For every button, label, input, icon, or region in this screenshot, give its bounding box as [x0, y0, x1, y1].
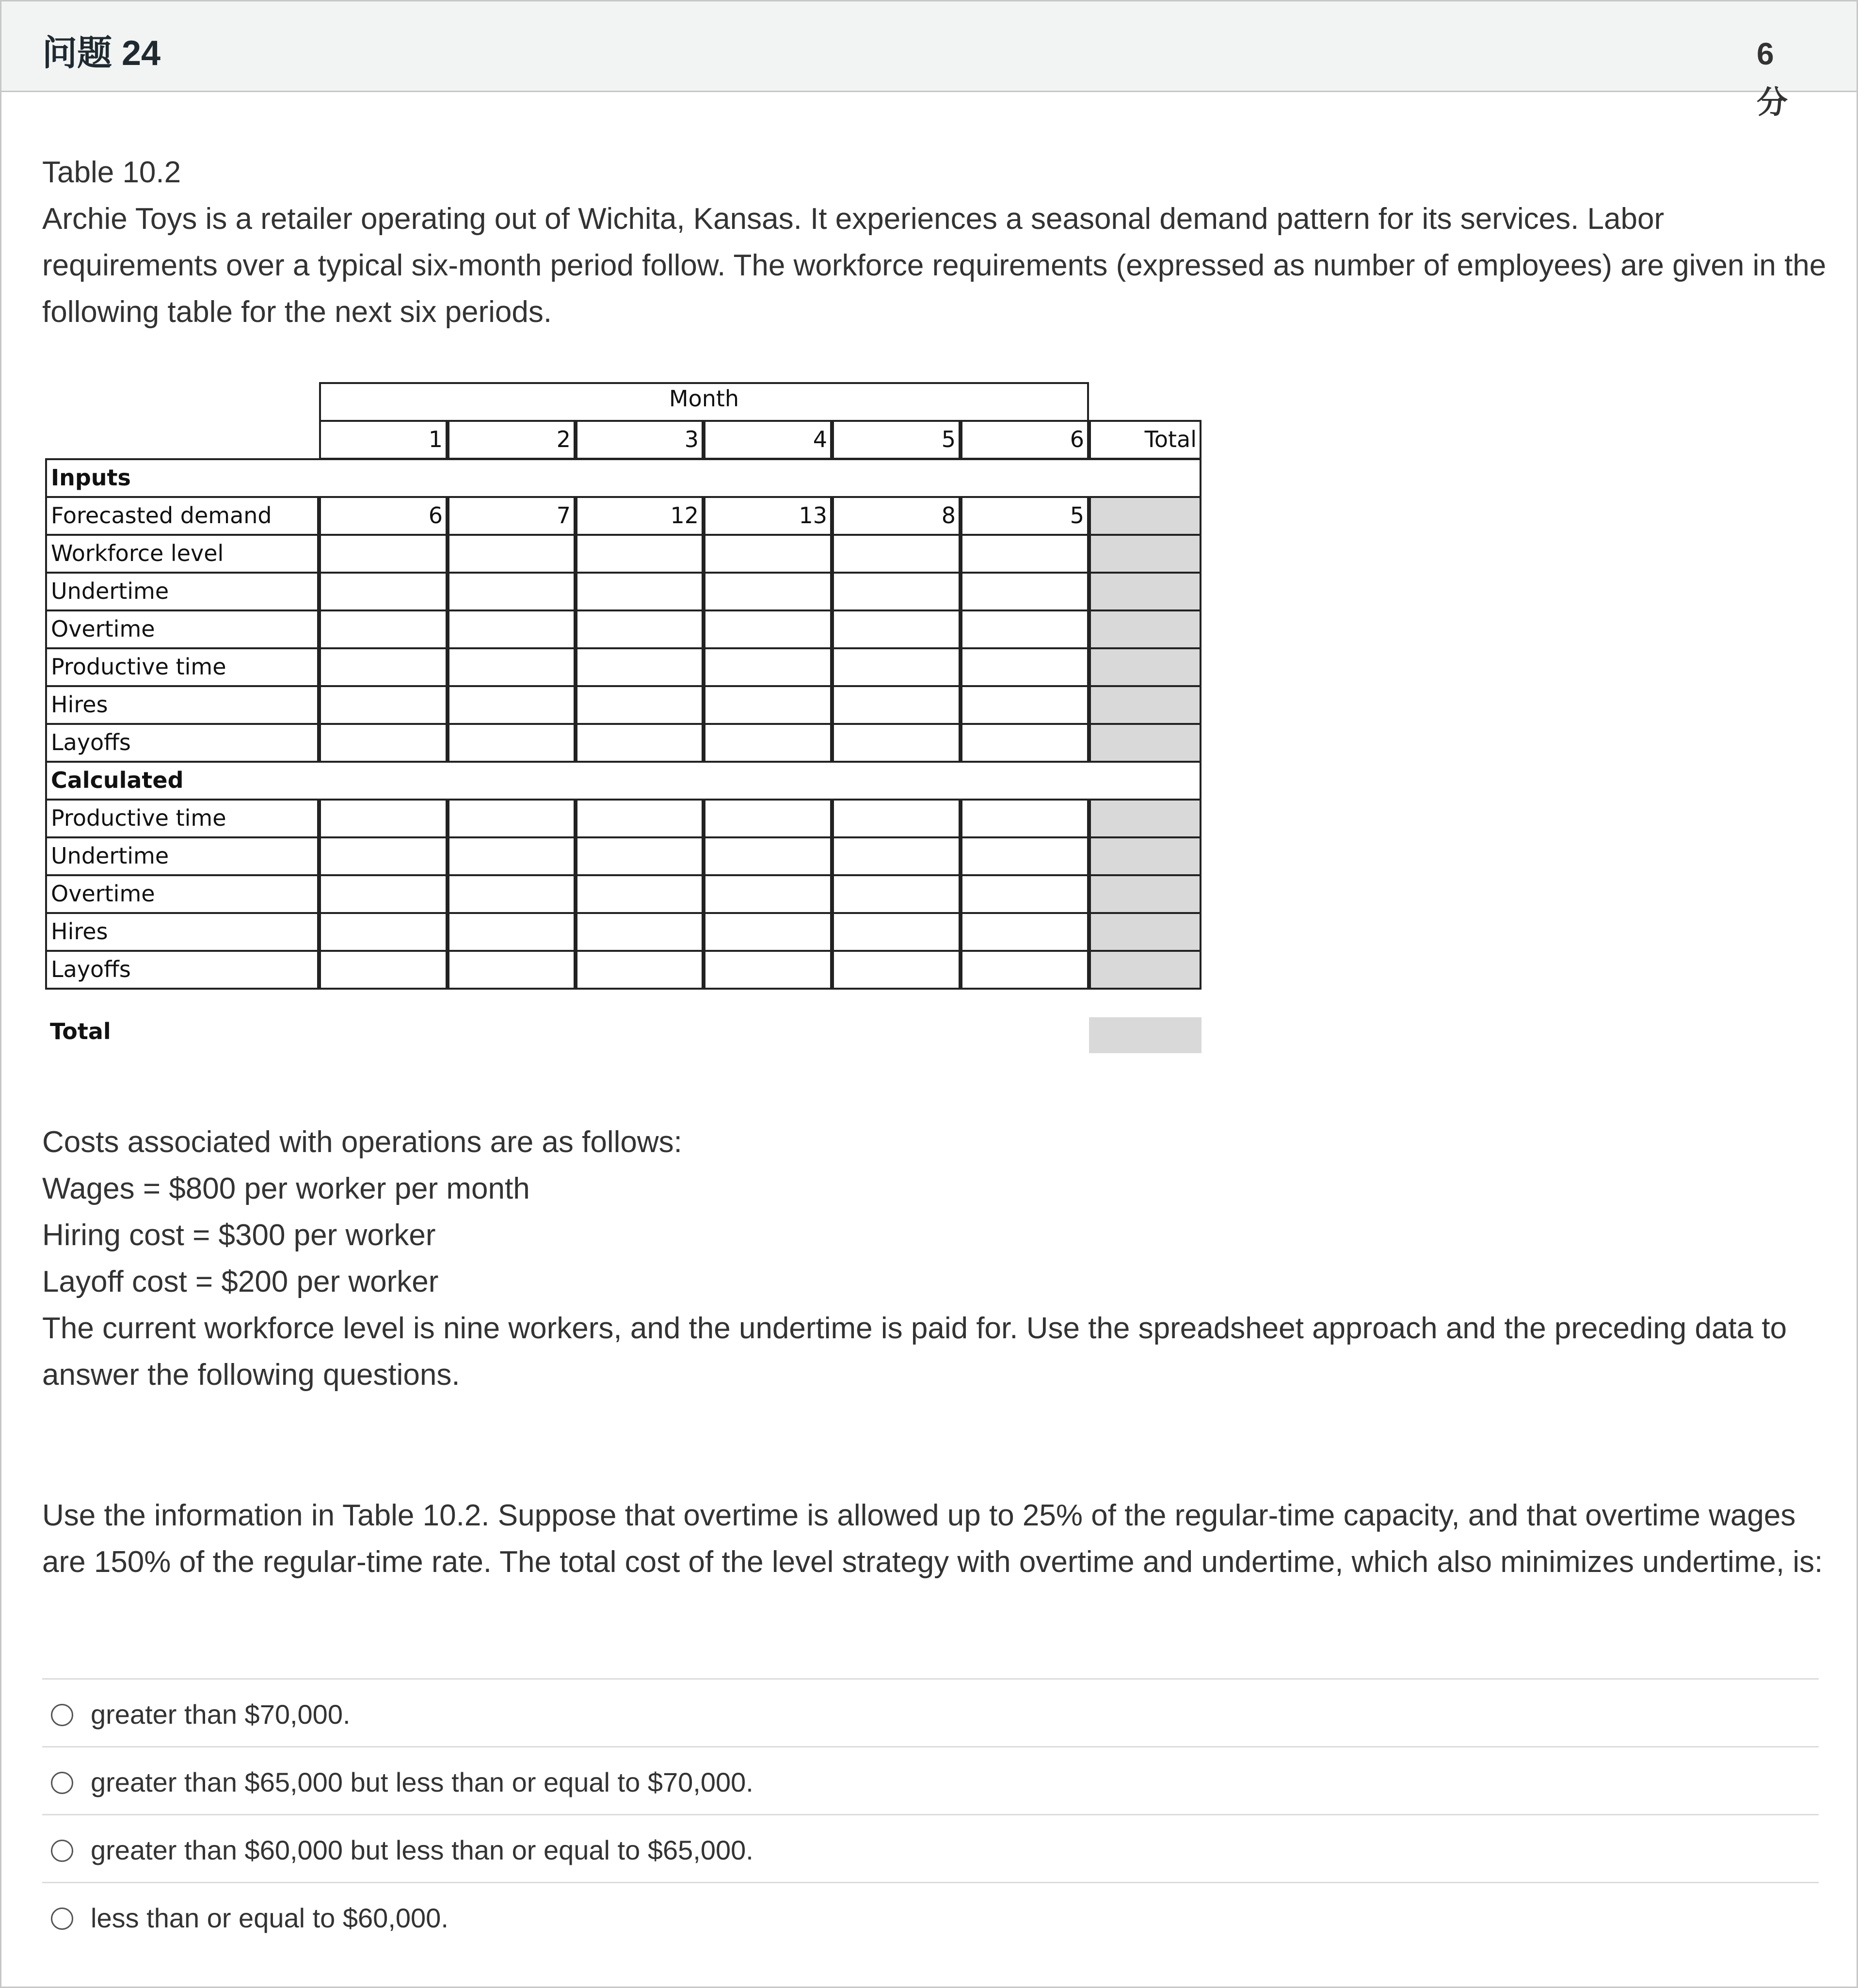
data-cell: [704, 572, 832, 611]
total-cell: [1089, 572, 1201, 611]
radio-button-icon[interactable]: [51, 1772, 73, 1794]
forecast-value: 13: [704, 496, 832, 536]
data-cell: [319, 685, 448, 725]
data-cell: [832, 685, 961, 725]
total-cell: [1089, 609, 1201, 649]
data-cell: [576, 950, 704, 990]
data-cell: [961, 685, 1089, 725]
forecast-value: 7: [448, 496, 576, 536]
data-cell: [832, 836, 961, 876]
answer-option[interactable]: [42, 1814, 1819, 1882]
answer-option-label: greater than $65,000 but less than or equal to $70,000.: [91, 1767, 753, 1797]
total-cell: [1089, 496, 1201, 536]
answer-option[interactable]: [42, 1746, 1819, 1814]
question-text: Use the information in Table 10.2. Suppose that overtime is allowed up to 25% of the regular-time capacity, and that overtime wages are 150% of the regular-time rate. The total cost of the level strategy with overtime and undertime, which also minimizes undertime, is:: [42, 1499, 1823, 1579]
data-cell: [832, 912, 961, 952]
data-cell: [832, 799, 961, 838]
data-cell: [704, 723, 832, 763]
forecast-value: 12: [576, 496, 704, 536]
data-cell: [448, 647, 576, 687]
data-cell: [576, 685, 704, 725]
data-cell: [319, 836, 448, 876]
data-cell: [448, 534, 576, 574]
total-cell: [1089, 836, 1201, 876]
month-number: 4: [704, 420, 832, 460]
total-cell: [1089, 950, 1201, 990]
points-unit: 分: [1757, 85, 1788, 120]
answer-option[interactable]: [42, 1882, 1819, 1950]
forecast-value: 5: [961, 496, 1089, 536]
month-number: 3: [576, 420, 704, 460]
row-label: Overtime: [45, 874, 319, 914]
answer-options: [42, 1678, 1819, 1950]
cost-note: The current workforce level is nine workers, and the undertime is paid for. Use the spreadsheet approach and the preceding data to answer the following questions.: [42, 1312, 1787, 1392]
data-cell: [704, 836, 832, 876]
data-cell: [576, 836, 704, 876]
data-cell: [832, 723, 961, 763]
total-cell: [1089, 912, 1201, 952]
data-cell: [832, 534, 961, 574]
data-cell: [319, 572, 448, 611]
forecast-value: 8: [832, 496, 961, 536]
row-label: Forecasted demand: [45, 496, 319, 536]
total-cell: [1089, 799, 1201, 838]
data-cell: [832, 950, 961, 990]
data-cell: [448, 912, 576, 952]
cost-line: Hiring cost = $300 per worker: [42, 1218, 436, 1252]
month-number: 5: [832, 420, 961, 460]
data-cell: [319, 799, 448, 838]
total-cell: [1089, 534, 1201, 574]
total-cell: [1089, 874, 1201, 914]
row-label: Layoffs: [45, 950, 319, 990]
month-number: 2: [448, 420, 576, 460]
data-cell: [319, 950, 448, 990]
data-cell: [576, 609, 704, 649]
data-cell: [961, 836, 1089, 876]
data-cell: [319, 874, 448, 914]
question-header: [1, 1, 1857, 120]
radio-button-icon[interactable]: [51, 1840, 73, 1862]
grand-total-label: Total: [50, 1018, 111, 1044]
data-cell: [704, 799, 832, 838]
data-cell: [448, 874, 576, 914]
data-cell: [961, 723, 1089, 763]
data-cell: [704, 912, 832, 952]
total-header: Total: [1089, 420, 1201, 460]
section-calculated-label: Calculated: [45, 761, 1201, 801]
intro-text: [42, 149, 1826, 336]
points-value: 6: [1757, 36, 1774, 71]
forecast-value: 6: [319, 496, 448, 536]
data-cell: [576, 799, 704, 838]
data-cell: [704, 950, 832, 990]
row-label: Workforce level: [45, 534, 319, 574]
data-cell: [319, 534, 448, 574]
data-cell: [576, 723, 704, 763]
data-cell: [448, 836, 576, 876]
data-cell: [961, 572, 1089, 611]
data-cell: [832, 874, 961, 914]
section-inputs-label: Inputs: [45, 458, 1201, 498]
data-cell: [961, 609, 1089, 649]
data-cell: [704, 685, 832, 725]
grand-total-cell: [1089, 1017, 1201, 1053]
data-cell: [576, 874, 704, 914]
intro-paragraph: Archie Toys is a retailer operating out of Wichita, Kansas. It experiences a seasonal demand pattern for its services. Labor requirements over a typical six-month period follow. The workforce requirements (expressed as number of employees) are given in the following table for the next six periods.: [42, 202, 1826, 329]
radio-button-icon[interactable]: [51, 1704, 73, 1726]
total-cell: [1089, 685, 1201, 725]
data-cell: [448, 950, 576, 990]
data-cell: [961, 534, 1089, 574]
month-number: 6: [961, 420, 1089, 460]
data-cell: [576, 534, 704, 574]
question-points: [1757, 30, 1795, 127]
data-cell: [704, 647, 832, 687]
data-cell: [448, 799, 576, 838]
row-label: Layoffs: [45, 723, 319, 763]
data-cell: [961, 950, 1089, 990]
data-cell: [576, 912, 704, 952]
data-cell: [704, 609, 832, 649]
data-cell: [704, 874, 832, 914]
total-cell: [1089, 723, 1201, 763]
data-cell: [319, 609, 448, 649]
total-cell: [1089, 647, 1201, 687]
row-label: Overtime: [45, 609, 319, 649]
row-label: Hires: [45, 912, 319, 952]
cost-line: Layoff cost = $200 per worker: [42, 1265, 439, 1299]
month-number: 1: [319, 420, 448, 460]
data-cell: [448, 609, 576, 649]
data-cell: [961, 799, 1089, 838]
table-reference: Table 10.2: [42, 156, 181, 189]
data-cell: [448, 572, 576, 611]
data-cell: [832, 572, 961, 611]
data-cell: [319, 647, 448, 687]
data-cell: [832, 609, 961, 649]
data-cell: [319, 912, 448, 952]
answer-option-label: greater than $60,000 but less than or equal to $65,000.: [91, 1835, 753, 1865]
question-title: 问题 24: [42, 34, 161, 73]
data-cell: [704, 534, 832, 574]
data-cell: [961, 912, 1089, 952]
data-cell: [832, 647, 961, 687]
costs-text: [42, 1119, 1826, 1398]
data-cell: [576, 572, 704, 611]
cost-line: Wages = $800 per worker per month: [42, 1172, 530, 1205]
data-cell: [319, 723, 448, 763]
row-label: Productive time: [45, 799, 319, 838]
row-label: Undertime: [45, 572, 319, 611]
data-cell: [448, 685, 576, 725]
data-cell: [576, 647, 704, 687]
data-cell: [961, 647, 1089, 687]
row-label: Productive time: [45, 647, 319, 687]
answer-option-label: less than or equal to $60,000.: [91, 1903, 448, 1933]
answer-option-label: greater than $70,000.: [91, 1699, 351, 1730]
data-cell: [961, 874, 1089, 914]
cost-line: Costs associated with operations are as follows:: [42, 1125, 682, 1159]
row-label: Hires: [45, 685, 319, 725]
row-label: Undertime: [45, 836, 319, 876]
answer-option[interactable]: [42, 1678, 1819, 1746]
month-header-label: Month: [669, 385, 739, 412]
data-cell: [448, 723, 576, 763]
radio-button-icon[interactable]: [51, 1908, 73, 1930]
